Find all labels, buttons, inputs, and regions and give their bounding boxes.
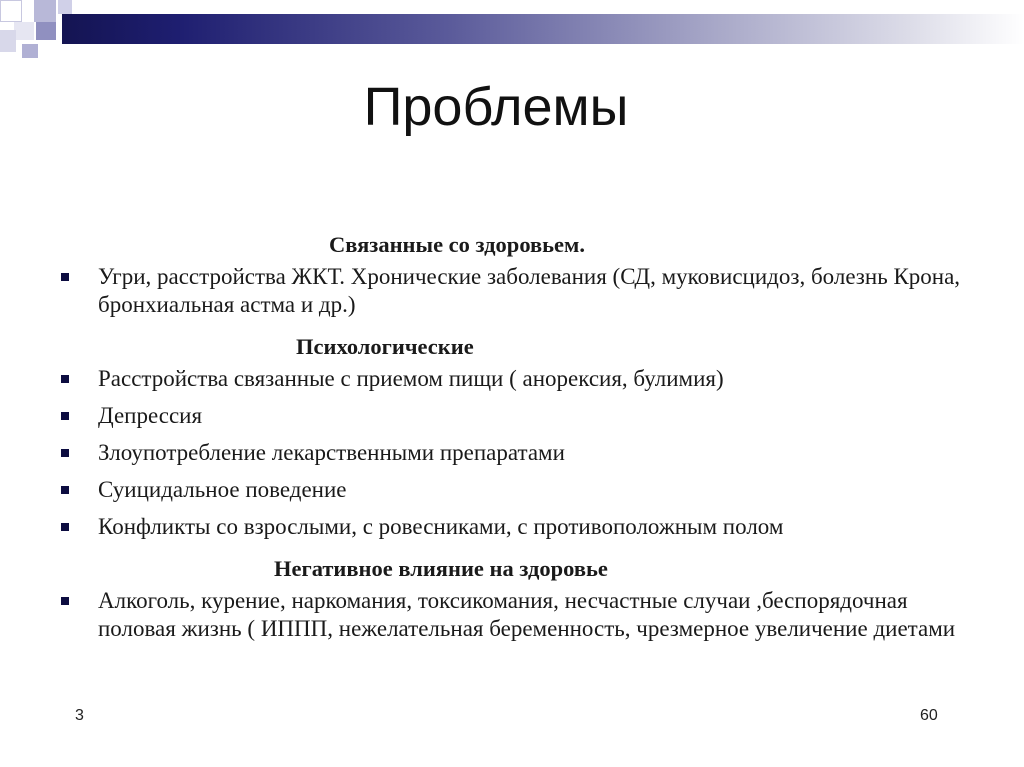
deco-square	[0, 30, 16, 52]
bullet-icon	[61, 412, 69, 420]
list-item-text: Конфликты со взрослыми, с ровесниками, с противоположным полом	[98, 514, 784, 539]
list-item	[0, 476, 978, 504]
section-heading	[0, 328, 1024, 365]
list-item-text: Расстройства связанные с приемом пищи ( анорексия, булимия)	[98, 366, 724, 391]
list-item	[0, 587, 978, 643]
deco-square	[0, 0, 22, 22]
list-item-text: Злоупотребление лекарственными препаратами	[98, 440, 565, 465]
bullet-icon	[61, 486, 69, 494]
deco-square	[36, 22, 56, 40]
list-item	[0, 439, 978, 467]
bullet-icon	[61, 273, 69, 281]
heading-psychological: Психологические	[296, 334, 474, 359]
deco-square	[22, 44, 38, 58]
list-item-text: Угри, расстройства ЖКТ. Хронические заболевания (СД, муковисцидоз, болезнь Крона, бронхиальная астма и др.)	[98, 264, 961, 317]
slide-number: 60	[920, 707, 938, 724]
heading-negative-influence: Негативное влияние на здоровье	[274, 556, 608, 581]
list-item	[0, 402, 978, 430]
deco-square	[34, 0, 56, 22]
header-gradient-bar	[62, 14, 1024, 44]
bullet-icon	[61, 597, 69, 605]
bullet-icon	[61, 449, 69, 457]
footer-left-number: 3	[75, 707, 84, 724]
list-item	[0, 263, 978, 319]
deco-square	[14, 22, 34, 40]
slide-body	[0, 226, 1024, 652]
list-item-text: Алкоголь, курение, наркомания, токсикомания, несчастные случаи ,беспорядочная половая жизнь ( ИППП, нежелательная беременность, чрезмерное увеличение диетами	[98, 588, 956, 641]
heading-health: Связанные со здоровьем.	[329, 232, 585, 257]
deco-square	[58, 0, 72, 14]
section-heading	[0, 226, 1024, 263]
slide-title: Проблемы	[363, 77, 629, 137]
list-item-text: Депрессия	[98, 403, 203, 428]
list-item	[0, 365, 978, 393]
bullet-icon	[61, 375, 69, 383]
list-item	[0, 513, 978, 541]
section-heading	[0, 550, 1024, 587]
bullet-icon	[61, 523, 69, 531]
list-item-text: Суицидальное поведение	[98, 477, 347, 502]
